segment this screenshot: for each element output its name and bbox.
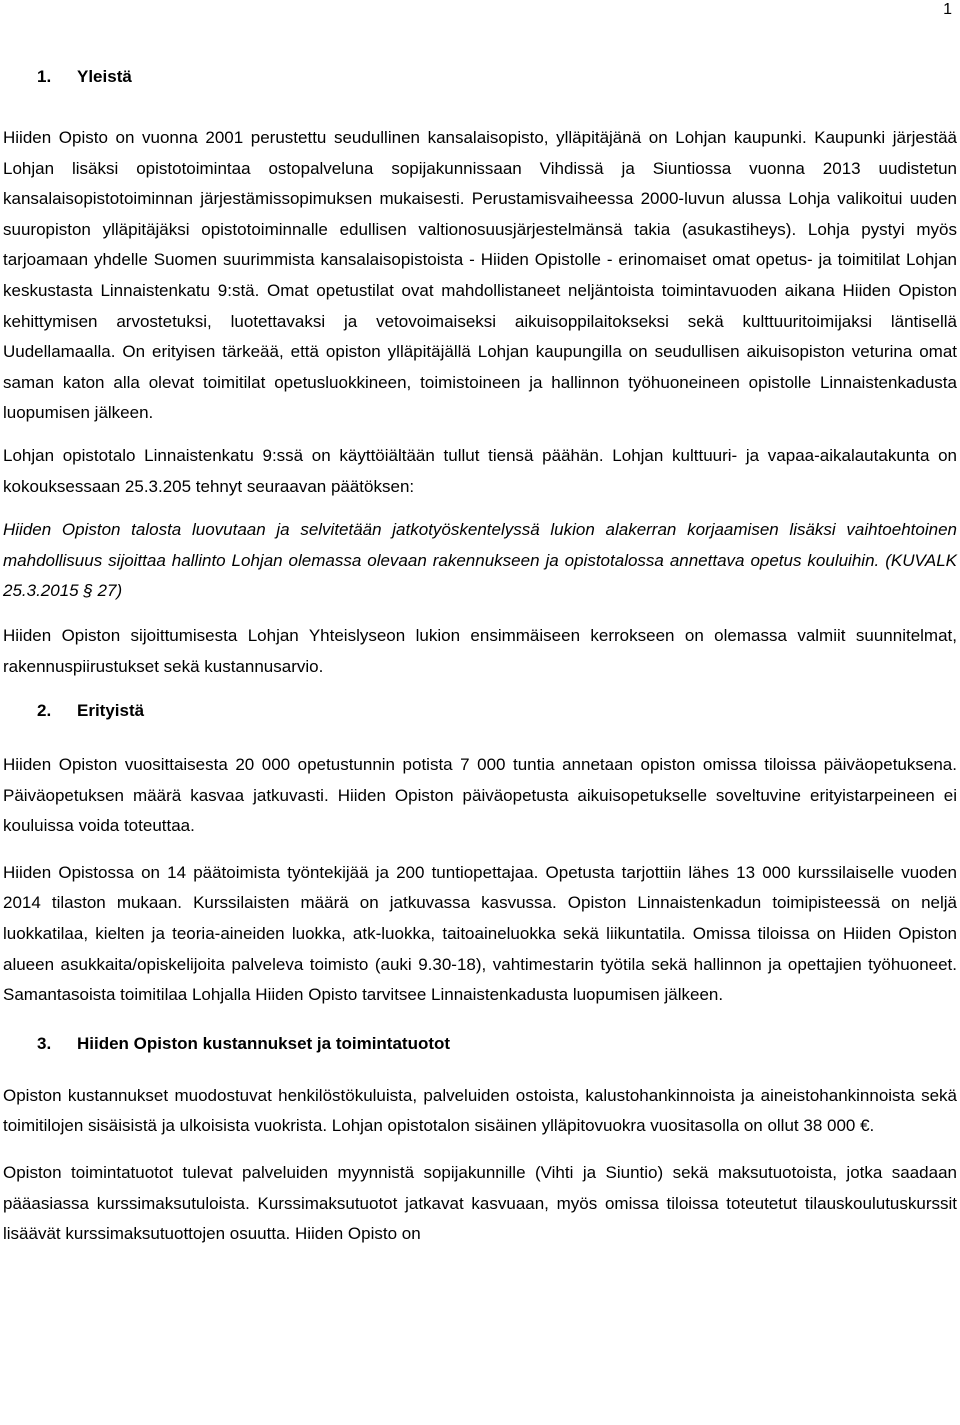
section-title: Hiiden Opiston kustannukset ja toimintatuotot — [77, 1033, 451, 1053]
paragraph-daytime-teaching: Hiiden Opiston vuosittaisesta 20 000 opetustunnin potista 7 000 tuntia annetaan opiston omissa tiloissa päiväopetuksena. Päiväopetuksen määrä kasvaa jatkuvasti. Hiiden Opiston päiväopetusta aikuisopetukselle soveltuvine erityistarpeineen ei kouluissa voida toteuttaa. — [3, 755, 957, 836]
paragraph-plans: Hiiden Opiston sijoittumisesta Lohjan Yhteislyseon lukion ensimmäiseen kerrokseen on olemassa valmiit suunnitelmat, rakennuspiirustukset sekä kustannusarvio. — [3, 625, 957, 676]
paragraph-decision-quote: Hiiden Opiston talosta luovutaan ja selvitetään jatkotyöskentelyssä lukion alakerran korjaamisen lisäksi vaihtoehtoinen mahdollisuus sijoittaa hallinto Lohjan olemassa olevaan rakennukseen ja opistotalossa annettava opetus kouluihin. (KUVALK 25.3.2015 § 27) — [3, 520, 957, 601]
section-number: 1. — [37, 67, 52, 86]
paragraph-general: Hiiden Opisto on vuonna 2001 perustettu seudullinen kansalaisopisto, ylläpitäjänä on Lohjan kaupunki. Kaupunki järjestää Lohjan lisäksi opistotoimintaa ostopalveluna sopijakunnissaan Vihdissä ja Siuntiossa vuonna 2013 uudistetun kansalaisopistotoiminnan järjestämissopimuksen mukaisesti. Perustamisvaiheessa 2000-luvun alussa Lohja valikoitui uuden suuropiston ylläpitäjäksi opistotoiminnalle edullisen valtionosuusjärjestelmänsä takia (asukastiheys). Lohja pystyi myös tarjoamaan yhdelle Suomen suurimmista kansalaisopistoista - Hiiden Opistolle - erinomaiset omat opetus- ja toimitilat Lohjan keskustasta Linnaistenkatu 9:stä. Omat opetustilat ovat mahdollistaneet neljäntoista toimintavuoden aikana Hiiden Opiston kehittymisen arvostetuksi, luotettavaksi ja vetovoimaiseksi aikuisoppilaitokseksi sekä kulttuuritoimijaksi läntisellä Uudellamaalla. On erityisen tärkeää, että opiston ylläpitäjällä Lohjan kaupungilla on seudullisen aikuisopiston veturina omat saman katon alla olevat toimitilat opetusluokkineen, toimistoineen ja hallinnon työhuoneineen opistolle Linnaistenkadusta luopumisen jälkeen. — [3, 128, 957, 423]
section-heading-general — [3, 62, 957, 92]
paragraph-staff-facilities: Hiiden Opistossa on 14 päätoimista työntekijää ja 200 tuntiopettajaa. Opetusta tarjottiin lähes 13 000 kurssilaiselle vuoden 2014 tilaston mukaan. Kurssilaisten määrä on jatkuvassa kasvussa. Opiston Linnaistenkadun toimipisteessä on neljä luokkatilaa, kielten ja teoria-aineiden luokka, atk-luokka, taitoaineluokka sekä liikuntatila. Omissa tiloissa on Hiiden Opiston alueen asukkaita/opiskelijoita palveleva toimisto (auki 9.30-18), vahtimestarin työtila sekä hallinnon ja opettajien työhuoneet. Samantasoista toimitilaa Lohjalla Hiiden Opisto tarvitsee Linnaistenkadusta luopumisen jälkeen. — [3, 862, 957, 1005]
section-heading-costs — [3, 1029, 957, 1059]
section-heading-special — [3, 696, 957, 726]
paragraph-decision-intro: Lohjan opistotalo Linnaistenkatu 9:ssä on käyttöiältään tullut tiensä päähän. Lohjan kulttuuri- ja vapaa-aikalautakunta on kokouksessaan 25.3.205 tehnyt seuraavan päätöksen: — [3, 445, 957, 496]
section-title: Yleistä — [77, 67, 132, 86]
paragraph-revenue: Opiston toimintatuotot tulevat palveluiden myynnistä sopijakunnille (Vihti ja Siuntio) sekä maksutuotoista, jotka saadaan pääasiassa kurssimaksutuloista. Kurssimaksutuotot jatkavat kasvuaan, myös omissa tiloissa toteutetut tilauskoulutuskurssit lisäävät kurssimaksutuottojen osuutta. Hiiden Opisto on — [3, 1163, 957, 1244]
paragraph-costs: Opiston kustannukset muodostuvat henkilöstökuluista, palveluiden ostoista, kalustohankinnoista ja aineistohankinnoista sekä toimitilojen sisäisistä ja ulkoisista vuokrista. Lohjan opistotalon sisäinen ylläpitovuokra vuositasolla on ollut 38 000 €. — [3, 1085, 957, 1136]
section-title: Erityistä — [77, 701, 145, 721]
section-number: 3. — [37, 1033, 52, 1053]
document-body — [3, 62, 957, 1250]
page-number: 1 — [943, 1, 952, 18]
section-number: 2. — [37, 701, 52, 721]
